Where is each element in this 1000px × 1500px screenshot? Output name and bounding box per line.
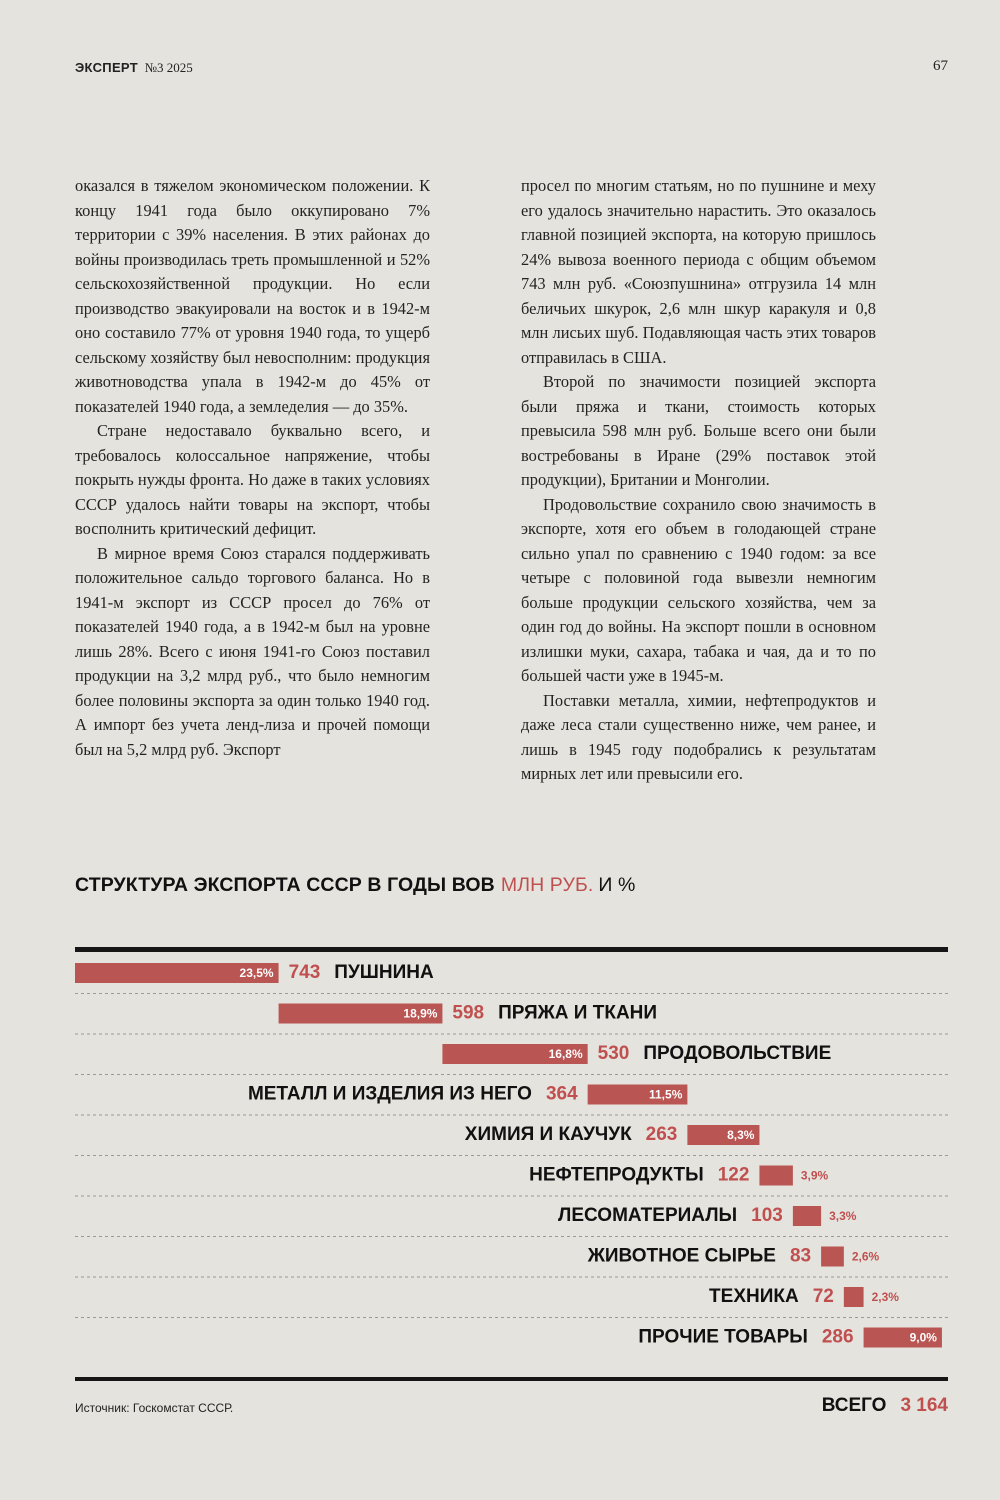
value-label: 83 (789, 1245, 812, 1267)
chart-title-text: СТРУКТУРА ЭКСПОРТА СССР В ГОДЫ ВОВ (75, 874, 495, 896)
bar (844, 1287, 864, 1307)
percent-label: 2,3% (871, 1290, 899, 1304)
issue-number: №3 2025 (144, 60, 193, 75)
total-value: 3 164 (900, 1395, 948, 1416)
paragraph: Второй по значимости позицией экспорта были пряжа и ткани, стоимость которых превысила 598 млн руб. Больше всего они были востребованы в Иране (29% поставок этой продукции), Британии и Монголии. (521, 372, 876, 489)
paragraph: Продовольствие сохранило свою значимость в экспорте, хотя его объем в голодающей стране сильно упал по сравнению с 1940 годом: за все четыре с половиной года вывезли немногим больше продукции сельского хозяйства, чем за один год до войны. На экспорт пошли в основном излишки муки, сахара, табака и чая, да и то по большей части уже в 1945-м. (521, 494, 876, 685)
category-label: ПУШНИНА (334, 962, 434, 983)
percent-label: 11,5% (649, 1087, 683, 1102)
percent-label: 18,9% (403, 1006, 438, 1021)
value-label: 530 (597, 1043, 630, 1064)
chart-bottom-rule (75, 1377, 948, 1381)
paragraph: оказался в тяжелом экономическом положении. К концу 1941 года было оккупировано 7% территории с 39% населения. В этих районах до войны производилась треть промышленной и 52% сельскохозяйственной продукции. Но если производство эвакуировали на восток и в 1942-м оно составило 77% от уровня 1940 года, то ущерб сельскому хозяйству был невосполним: продукция животноводства упала в 1942-м до 45% от показателей 1940 года, а земледелия — до 35%. (75, 176, 430, 416)
chart-unit-label: МЛН РУБ. (500, 874, 594, 896)
percent-label: 23,5% (239, 966, 274, 980)
percent-label: 3,3% (829, 1209, 857, 1223)
value-label: 72 (812, 1286, 834, 1307)
value-label: 286 (821, 1326, 854, 1348)
page-number: 67 (933, 58, 948, 74)
paragraph: В мирное время Союз старался поддерживать положительное сальдо торгового баланса. Но в 1941-м экспорт из СССР просел до 76% от показателей 1940 года, а в 1942-м был на уровне лишь 28%. Всего с июня 1941-го Союз поставил продукции на 3,2 млрд руб., что было немногим более половины экспорта за один только 1940 год. А импорт без учета ленд-лиза и прочей помощи был на 5,2 млрд руб. Экспорт (75, 543, 430, 759)
category-label: ПРОДОВОЛЬСТВИЕ (643, 1043, 832, 1064)
category-label: ТЕХНИКА (709, 1286, 799, 1307)
chart-unit-suffix: И % (598, 874, 636, 896)
percent-label: 9,0% (909, 1330, 937, 1345)
bar (793, 1206, 821, 1226)
value-label: 103 (751, 1205, 783, 1226)
category-label: НЕФТЕПРОДУКТЫ (529, 1164, 704, 1186)
category-label: ПРЯЖА И ТКАНИ (498, 1002, 658, 1024)
category-label: МЕТАЛЛ И ИЗДЕЛИЯ ИЗ НЕГО (247, 1083, 532, 1105)
category-label: ХИМИЯ И КАУЧУК (464, 1124, 632, 1145)
bar (821, 1247, 844, 1267)
value-label: 364 (545, 1083, 578, 1105)
paragraph: просел по многим статьям, но по пушнине и меху его удалось значительно нарастить. Это оказалось главной позицией экспорта, на которую пришлось 24% вывоза военного периода с общим объемом 743 млн руб. «Союзпушнина» отгрузила 14 млн беличьих шкурок, 2,6 млн шкур каракуля и 0,8 млн лисьих шуб. Подавляющая часть этих товаров отправилась в США. (521, 176, 876, 367)
value-label: 263 (645, 1124, 678, 1145)
chart-source: Источник: Госкомстат СССР. (75, 1401, 234, 1415)
percent-label: 2,6% (851, 1249, 880, 1264)
bar (759, 1166, 792, 1186)
percent-label: 3,9% (800, 1168, 829, 1183)
value-label: 598 (452, 1002, 485, 1024)
magazine-brand: ЭКСПЕРТ (75, 60, 138, 75)
category-label: ЖИВОТНОЕ СЫРЬЕ (587, 1245, 776, 1267)
category-label: ЛЕСОМАТЕРИАЛЫ (558, 1205, 738, 1226)
category-label: ПРОЧИЕ ТОВАРЫ (638, 1326, 808, 1348)
percent-label: 16,8% (548, 1047, 583, 1061)
percent-label: 8,3% (727, 1128, 755, 1142)
total-label: ВСЕГО (821, 1395, 887, 1416)
chart-total (822, 1395, 948, 1417)
paragraph: Стране недоставало буквально всего, и требовалось колоссальное напряжение, чтобы покрыть нужды фронта. Но даже в таких условиях СССР удалось найти товары на экспорт, чтобы восполнить критический дефицит. (75, 421, 430, 538)
value-label: 122 (717, 1164, 750, 1186)
value-label: 743 (288, 962, 321, 983)
paragraph: Поставки металла, химии, нефтепродуктов и даже леса стали существенно ниже, чем ранее, и лишь в 1945 году подобрались к результатам мирных лет или превысили его. (521, 690, 876, 783)
